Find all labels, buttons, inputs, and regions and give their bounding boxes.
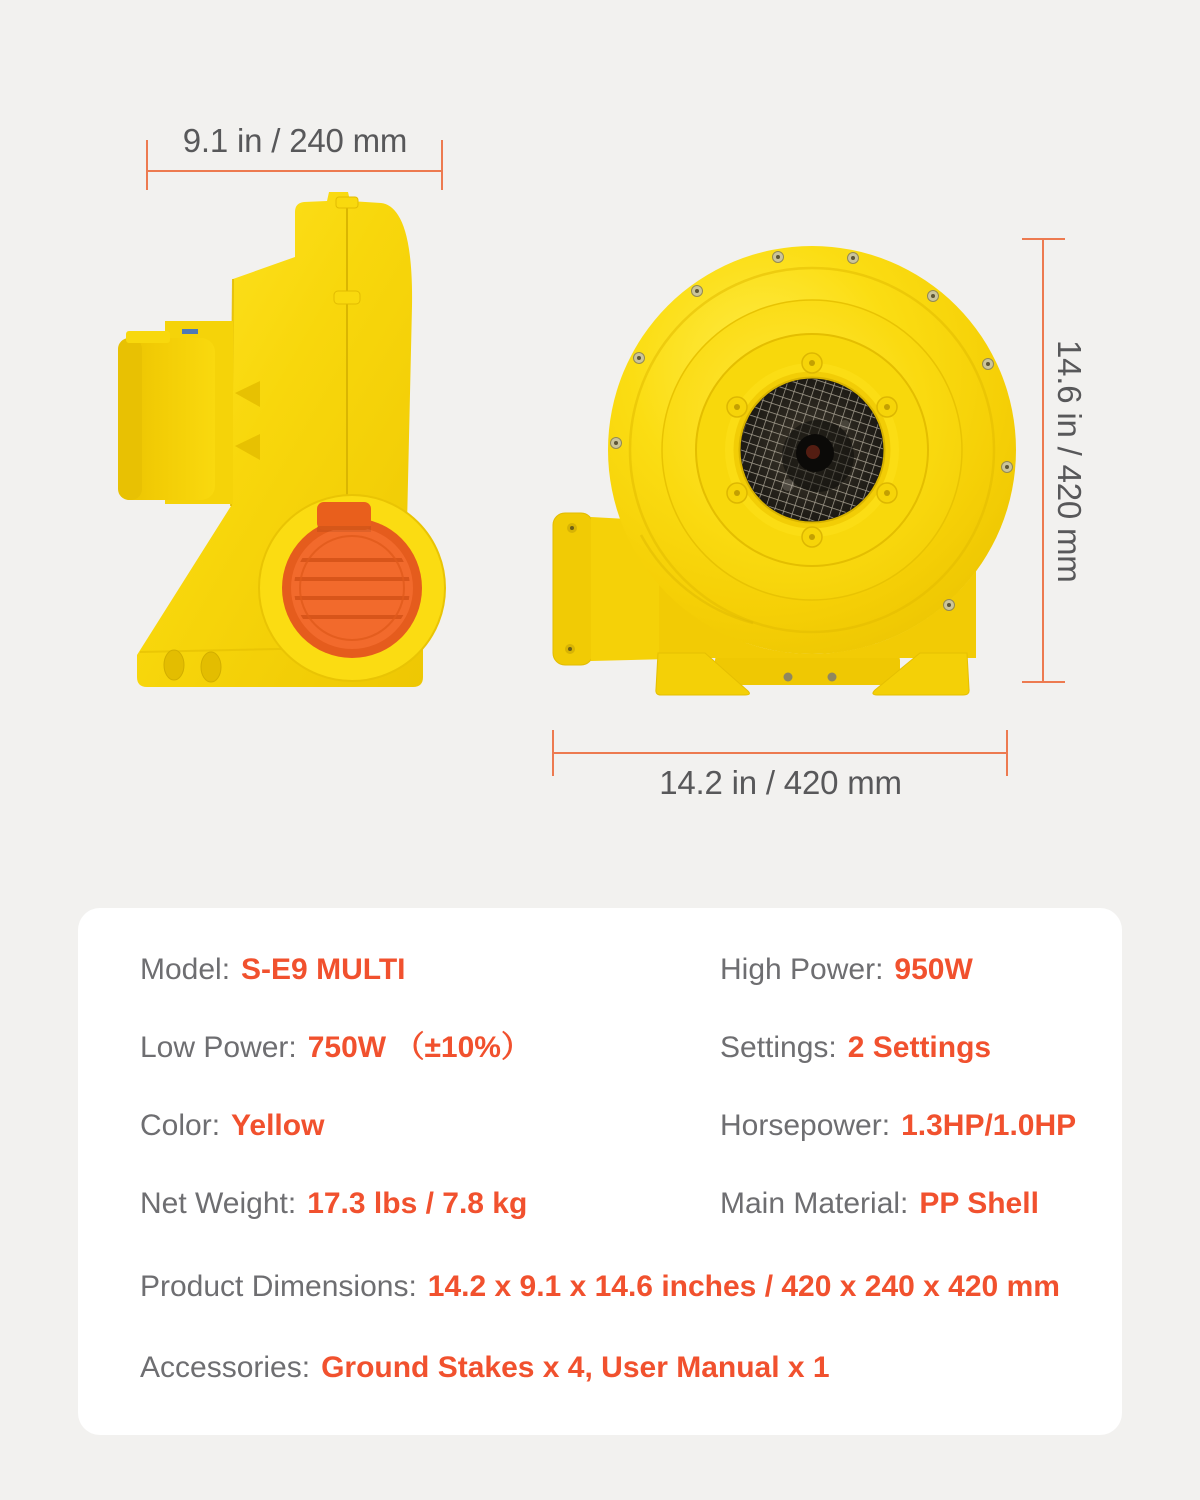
dimension-line-height bbox=[1042, 239, 1044, 683]
spec-net-weight-label: Net Weight: bbox=[140, 1187, 297, 1220]
spec-low-power-label: Low Power: bbox=[140, 1031, 297, 1064]
dimension-tick-depth-left bbox=[146, 140, 148, 190]
spec-model bbox=[140, 952, 406, 988]
spec-accessories bbox=[140, 1350, 830, 1386]
spec-color bbox=[140, 1108, 324, 1144]
spec-card bbox=[78, 908, 1122, 1435]
spec-net-weight bbox=[140, 1186, 527, 1222]
spec-product-dimensions-label: Product Dimensions: bbox=[140, 1270, 417, 1303]
spec-settings bbox=[720, 1030, 991, 1066]
dimension-tick-depth-right bbox=[441, 140, 443, 190]
dimension-line-depth bbox=[147, 170, 443, 172]
spec-horsepower bbox=[720, 1108, 1076, 1144]
front-outlet-flange bbox=[553, 513, 593, 665]
spec-model-label: Model: bbox=[140, 953, 231, 986]
spec-horsepower-value: 1.3HP/1.0HP bbox=[901, 1109, 1077, 1142]
spec-high-power-value: 950W bbox=[894, 953, 973, 986]
spec-product-dimensions bbox=[140, 1269, 1060, 1305]
spec-product-dimensions-value: 14.2 x 9.1 x 14.6 inches / 420 x 240 x 420 mm bbox=[427, 1270, 1060, 1303]
side-label-sticker bbox=[182, 329, 198, 334]
side-vent-disc bbox=[291, 527, 413, 649]
side-vent-tab bbox=[317, 502, 371, 530]
spec-horsepower-label: Horsepower: bbox=[720, 1109, 891, 1142]
spec-high-power bbox=[720, 952, 973, 988]
spec-settings-label: Settings: bbox=[720, 1031, 837, 1064]
spec-model-value: S-E9 MULTI bbox=[241, 953, 406, 986]
spec-color-value: Yellow bbox=[231, 1109, 325, 1142]
dimension-line-width bbox=[553, 752, 1008, 754]
spec-settings-value: 2 Settings bbox=[847, 1031, 992, 1064]
spec-net-weight-value: 17.3 lbs / 7.8 kg bbox=[307, 1187, 528, 1220]
spec-low-power-value: 750W （±10%） bbox=[307, 1031, 531, 1064]
spec-color-label: Color: bbox=[140, 1109, 221, 1142]
blower-front-view-illustration bbox=[545, 225, 1035, 705]
spec-main-material bbox=[720, 1186, 1039, 1222]
spec-accessories-label: Accessories: bbox=[140, 1351, 311, 1384]
spec-high-power-label: High Power: bbox=[720, 953, 884, 986]
dimension-label-width: 14.2 in / 420 mm bbox=[659, 764, 902, 801]
dimension-label-depth: 9.1 in / 240 mm bbox=[182, 122, 408, 159]
spec-low-power bbox=[140, 1030, 531, 1066]
dimension-label-height: 14.6 in / 420 mm bbox=[1051, 339, 1088, 583]
blower-side-view-illustration bbox=[110, 188, 530, 708]
front-bottom-bar bbox=[715, 655, 900, 685]
spec-main-material-value: PP Shell bbox=[919, 1187, 1039, 1220]
spec-main-material-label: Main Material: bbox=[720, 1187, 909, 1220]
spec-accessories-value: Ground Stakes x 4, User Manual x 1 bbox=[321, 1351, 830, 1384]
